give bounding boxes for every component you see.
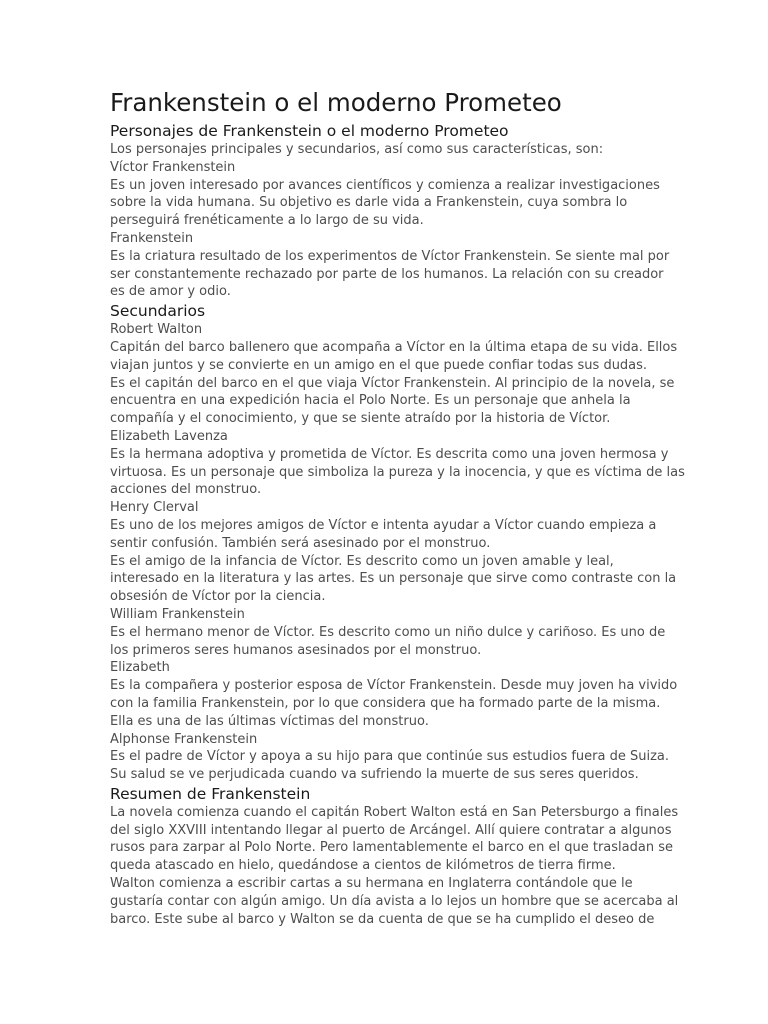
character-name: Víctor Frankenstein	[110, 159, 236, 175]
paragraph-line: rusos para zarpar al Polo Norte. Pero lamentablemente el barco en el que trasladan se	[110, 840, 673, 856]
paragraph-line: encuentra en una expedición hacia el Polo Norte. Es un personaje que anhela la	[110, 393, 631, 409]
paragraph-line: Su salud se ve perjudicada cuando va sufriendo la muerte de sus seres queridos.	[110, 767, 639, 783]
paragraph-line: Es el amigo de la infancia de Víctor. Es descrito como un joven amable y leal,	[110, 553, 614, 569]
paragraph-line: acciones del monstruo.	[110, 482, 262, 498]
document-page	[110, 86, 685, 928]
paragraph-line: Ella es una de las últimas víctimas del monstruo.	[110, 713, 429, 729]
character-name: Frankenstein	[110, 230, 194, 246]
paragraph-line: Es el hermano menor de Víctor. Es descrito como un niño dulce y cariñoso. Es uno de	[110, 624, 666, 640]
paragraph-line: con la familia Frankenstein, por lo que considera que ha formado parte de la misma.	[110, 695, 661, 711]
paragraph-line: La novela comienza cuando el capitán Robert Walton está en San Petersburgo a finales	[110, 804, 679, 820]
secondary-heading: Secundarios	[110, 302, 206, 321]
paragraph-line: Es el padre de Víctor y apoya a su hijo para que continúe sus estudios fuera de Suiza.	[110, 749, 670, 765]
paragraph-line: Es uno de los mejores amigos de Víctor e intenta ayudar a Víctor cuando empieza a	[110, 517, 657, 533]
paragraph-line: perseguirá frenéticamente a lo largo de su vida.	[110, 213, 424, 229]
character-name: Elizabeth	[110, 660, 170, 676]
paragraph-line: del siglo XXVIII intentando llegar al puerto de Arcángel. Allí quiere contratar a algunos	[110, 822, 672, 838]
paragraph-line: sentir confusión. También será asesinado por el monstruo.	[110, 535, 491, 551]
secondary-section	[110, 321, 685, 784]
paragraph-line: viajan juntos y se convierte en un amigo en el que puede confiar todas sus dudas.	[110, 357, 648, 373]
summary-section	[110, 804, 679, 929]
paragraph-line: Es la criatura resultado de los experimentos de Víctor Frankenstein. Se siente mal por	[110, 248, 670, 264]
paragraph-line: es de amor y odio.	[110, 284, 231, 300]
paragraph-line: Es la compañera y posterior esposa de Víctor Frankenstein. Desde muy joven ha vivido	[110, 678, 678, 694]
paragraph-line: obsesión de Víctor por la ciencia.	[110, 589, 326, 605]
paragraph-line: Capitán del barco ballenero que acompaña a Víctor en la última etapa de su vida. Ellos	[110, 339, 678, 355]
paragraph-line: barco. Este sube al barco y Walton se da cuenta de que se ha cumplido el deseo de	[110, 911, 655, 927]
paragraph-line: Es la hermana adoptiva y prometida de Víctor. Es descrita como una joven hermosa y	[110, 446, 669, 462]
paragraph-line: queda atascado en hielo, quedándose a cientos de kilómetros de tierra firme.	[110, 858, 616, 874]
paragraph-line: ser constantemente rechazado por parte de los humanos. La relación con su creador	[110, 266, 664, 282]
paragraph-line: Es el capitán del barco en el que viaja Víctor Frankenstein. Al principio de la novela, se	[110, 375, 675, 391]
document-title: Frankenstein o el moderno Prometeo	[110, 88, 562, 117]
paragraph-line: Es un joven interesado por avances científicos y comienza a realizar investigaciones	[110, 177, 660, 193]
summary-heading: Resumen de Frankenstein	[110, 784, 311, 803]
character-name: Henry Clerval	[110, 500, 199, 516]
paragraph-line: gustaría contar con algún amigo. Un día avista a lo lejos un hombre que se acercaba al	[110, 893, 679, 909]
paragraph-line: virtuosa. Es un personaje que simboliza la pureza y la inocencia, y que es víctima de las	[110, 464, 685, 480]
paragraph-line: compañía y el conocimiento, y que se siente atraído por la historia de Víctor.	[110, 411, 611, 427]
paragraph-line: Walton comienza a escribir cartas a su hermana en Inglaterra contándole que le	[110, 876, 633, 892]
character-name: Elizabeth Lavenza	[110, 428, 228, 444]
character-name: Robert Walton	[110, 322, 203, 338]
paragraph-line: interesado en la literatura y las artes. Es un personaje que sirve como contraste con la	[110, 571, 677, 587]
character-name: William Frankenstein	[110, 606, 245, 622]
paragraph-line: los primeros seres humanos asesinados por el monstruo.	[110, 642, 482, 658]
intro-section	[110, 141, 670, 301]
paragraph-line: Los personajes principales y secundarios, así como sus características, son:	[110, 142, 604, 157]
characters-heading: Personajes de Frankenstein o el moderno Prometeo	[110, 122, 509, 140]
character-name: Alphonse Frankenstein	[110, 731, 258, 747]
paragraph-line: sobre la vida humana. Su objetivo es darle vida a Frankenstein, cuya sombra lo	[110, 195, 628, 211]
